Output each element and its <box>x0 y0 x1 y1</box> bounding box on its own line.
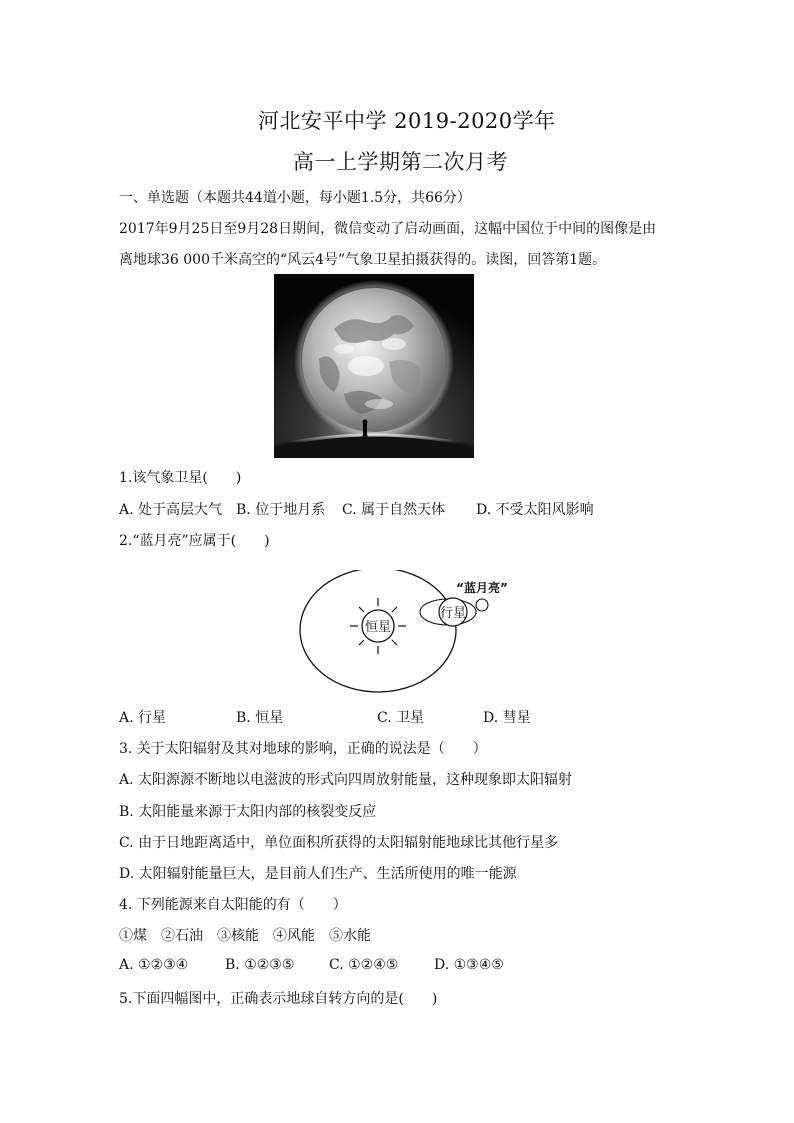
page-subtitle: 高一上学期第二次月考 <box>293 150 508 174</box>
q1-option-b: B. 位于地月系 <box>236 502 326 518</box>
q3-option-a: A. 太阳源源不断地以电滋波的形式向四周放射能量，这种现象即太阳辐射 <box>119 772 573 788</box>
question-4-stem: 4. 下列能源来自太阳能的有（ ） <box>119 897 347 913</box>
blue-moon-label: “蓝月亮” <box>456 581 508 595</box>
question-3-stem: 3. 关于太阳辐射及其对地球的影响，正确的说法是（ ） <box>119 741 487 757</box>
planet-label: 行星 <box>439 606 467 621</box>
q1-option-a: A. 处于高层大气 <box>119 502 223 518</box>
q3-option-d: D. 太阳辐射能量巨大，是目前人们生产、生活所使用的唯一能源 <box>119 866 517 882</box>
question-5-stem: 5.下面四幅图中，正确表示地球自转方向的是( ) <box>119 991 438 1007</box>
q2-option-a: A. 行星 <box>119 710 167 726</box>
q3-option-b: B. 太阳能量来源于太阳内部的核裂变反应 <box>119 804 377 820</box>
question-2-stem: 2.“蓝月亮”应属于( ) <box>119 533 270 549</box>
earth-satellite-image <box>274 274 474 458</box>
q2-option-c: C. 卫星 <box>377 710 425 726</box>
q4-option-c: C. ①②④⑤ <box>329 957 399 973</box>
star-label: 恒星 <box>364 620 392 635</box>
section-heading: 一、单选题（本题共44道小题，每小题1.5分，共66分） <box>119 190 471 206</box>
q2-option-d: D. 彗星 <box>483 710 531 726</box>
intro-line-1: 2017年9月25日至9月28日期间，微信变动了启动画面，这幅中国位于中间的图像是由 <box>119 221 657 237</box>
q4-option-d: D. ①③④⑤ <box>434 957 504 973</box>
question-1-stem: 1.该气象卫星( ) <box>119 470 242 486</box>
orbit-diagram <box>296 570 516 700</box>
q4-items: ①煤 ②石油 ③核能 ④风能 ⑤水能 <box>119 928 371 944</box>
page-title: 河北安平中学 2019-2020学年 <box>258 109 556 133</box>
q1-option-d: D. 不受太阳风影响 <box>476 502 594 518</box>
q1-option-c: C. 属于自然天体 <box>342 502 446 518</box>
q3-option-c: C. 由于日地距离适中，单位面积所获得的太阳辐射能地球比其他行星多 <box>119 835 559 851</box>
q4-option-b: B. ①②③⑤ <box>225 957 295 973</box>
intro-line-2: 离地球36 000千米高空的“风云4号”气象卫星拍摄获得的。读图，回答第1题。 <box>119 252 607 268</box>
q4-option-a: A. ①②③④ <box>119 957 189 973</box>
q2-option-b: B. 恒星 <box>236 710 284 726</box>
